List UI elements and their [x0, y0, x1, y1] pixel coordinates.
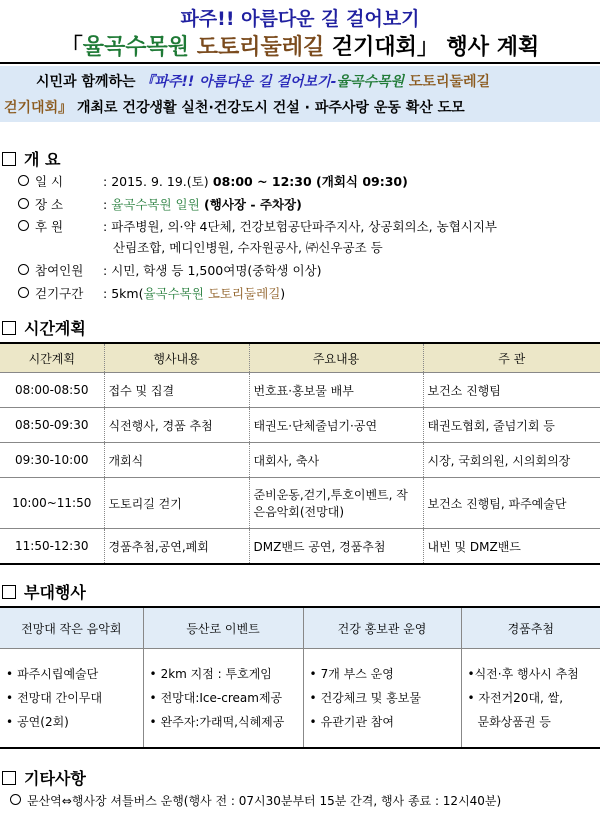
side-cell-concert [0, 649, 143, 749]
list-item: 문화상품권 등 [477, 715, 551, 729]
list-item: • 공연(2회) [6, 710, 137, 734]
side-cell-prize [461, 649, 600, 749]
schedule-cell: 보건소 진행팀, 파주예술단 [423, 478, 600, 529]
side-col-concert: 전망대 작은 음악회 [0, 607, 143, 649]
title-rest: 걷기대회」 행사 계획 [331, 35, 540, 60]
date-time: 08:00 ~ 12:30 (개회식 09:30) [208, 174, 408, 189]
doc-title-line2 [0, 30, 600, 61]
place-label: 장 소 [35, 197, 64, 212]
list-item: • 건강체크 및 홍보물 [310, 686, 455, 710]
date-day: 2015. 9. 19.(토) [111, 174, 209, 189]
overview-place [18, 195, 302, 213]
place-detail: (행사장 - 주차장) [199, 197, 302, 212]
table-row [0, 529, 600, 565]
schedule-cell: 시장, 국회의원, 시의회의장 [423, 443, 600, 478]
misc-note [10, 792, 501, 809]
title-open-bracket: 「 [60, 35, 83, 60]
side-cell-trail-event [143, 649, 303, 749]
overview-date [18, 172, 408, 190]
circle-bullet-icon [18, 220, 29, 231]
purpose-l2-b: 개최로 건강생활 실천·건강도시 건설 · 파주사랑 운동 확산 도모 [72, 100, 465, 116]
support-line2: 산림조합, 메디인병원, 수자원공사, ㈜신우공조 등 [113, 240, 383, 255]
purpose-line1 [36, 70, 490, 94]
side-events-header-row [0, 607, 600, 649]
course-trail: 도토리둘레길 [203, 286, 281, 301]
purpose-l1-a: 시민과 함께하는 [36, 74, 141, 90]
side-col-prize: 경품추첨 [461, 607, 600, 649]
side-col-health-booth: 건강 홍보관 운영 [303, 607, 461, 649]
purpose-l2-a: 걷기대회』 [4, 100, 73, 116]
schedule-cell: 태권도·단체줄넘기·공연 [249, 408, 423, 443]
list-item: •식전·후 행사시 추첨 [467, 667, 579, 681]
overview-participants [18, 261, 322, 279]
square-bullet-icon [2, 152, 16, 166]
people-label: 참여인원 [35, 263, 84, 278]
list-item: • 파주시립예술단 [6, 662, 137, 686]
side-cell-health-booth [303, 649, 461, 749]
misc-heading [2, 766, 86, 789]
side-events-table [0, 606, 600, 749]
people-value: 시민, 학생 등 1,500여명(중학생 이상) [111, 263, 322, 278]
purpose-l1-d: 도토리둘레길 [404, 74, 491, 90]
schedule-cell: 보건소 진행팀 [423, 373, 600, 408]
date-colon: : [103, 174, 108, 189]
schedule-cell: 08:50-09:30 [0, 408, 104, 443]
side-events-title: 부대행사 [24, 583, 86, 602]
support-line1: 파주병원, 의·약 4단체, 건강보험공단파주지사, 상공회의소, 농협시지부 [111, 219, 497, 234]
schedule-cell: 번호표·홍보물 배부 [249, 373, 423, 408]
title-arboretum: 율곡수목원 [82, 35, 190, 60]
schedule-cell: 개회식 [104, 443, 249, 478]
side-events-heading [2, 580, 86, 603]
place-main: 율곡수목원 일원 [111, 197, 200, 212]
schedule-cell: DMZ밴드 공연, 경품추첨 [249, 529, 423, 565]
schedule-cell: 10:00~11:50 [0, 478, 104, 529]
schedule-cell: 식전행사, 경품 추첨 [104, 408, 249, 443]
doc-title-line1: 파주!! 아름다운 길 걸어보기 [180, 8, 420, 30]
list-item: • 2km 지점 : 투호게임 [150, 662, 297, 686]
schedule-col-event: 행사내용 [104, 343, 249, 373]
schedule-col-organizer: 주 관 [423, 343, 600, 373]
side-events-row [0, 649, 600, 749]
list-item: • 전망대 간이무대 [6, 686, 137, 710]
list-item: • 자전거20대, 쌀, [467, 691, 564, 705]
purpose-l1-c: 율곡수목원 [336, 74, 405, 90]
square-bullet-icon [2, 771, 16, 785]
schedule-col-content: 주요내용 [249, 343, 423, 373]
support-label: 후 원 [35, 219, 64, 234]
list-item: • 유관기관 참여 [310, 710, 455, 734]
overview-course [18, 284, 285, 302]
circle-bullet-icon [18, 264, 29, 275]
schedule-header-row [0, 343, 600, 373]
list-item: • 완주자:가래떡,식혜제공 [150, 710, 297, 734]
list-item: • 전망대:Ice-cream제공 [150, 686, 297, 710]
course-distance: 5km( [111, 286, 144, 301]
schedule-cell: 접수 및 집결 [104, 373, 249, 408]
course-label: 걷기구간 [35, 286, 84, 301]
misc-title: 기타사항 [24, 769, 86, 788]
schedule-cell: 태권도협회, 줄넘기회 등 [423, 408, 600, 443]
course-arboretum: 율곡수목원 [143, 286, 204, 301]
schedule-title: 시간계획 [24, 319, 86, 338]
table-row [0, 443, 600, 478]
course-close: ) [280, 286, 286, 301]
title-divider [0, 62, 600, 64]
support-colon: : [103, 219, 108, 234]
schedule-cell: 11:50-12:30 [0, 529, 104, 565]
schedule-cell: 준비운동,걷기,투호이벤트, 작은음악회(전망대) [249, 478, 423, 529]
circle-bullet-icon [10, 794, 21, 805]
schedule-cell: 내빈 및 DMZ밴드 [423, 529, 600, 565]
table-row [0, 373, 600, 408]
schedule-col-time: 시간계획 [0, 343, 104, 373]
circle-bullet-icon [18, 287, 29, 298]
square-bullet-icon [2, 321, 16, 335]
title-trail: 도토리둘레길 [196, 35, 325, 60]
place-colon: : [103, 197, 108, 212]
side-col-trail-event: 등산로 이벤트 [143, 607, 303, 649]
schedule-table [0, 342, 600, 565]
shuttle-note: 문산역⇔행사장 셔틀버스 운행(행사 전 : 07시30분부터 15분 간격, 행사 종료 : 12시40분) [27, 794, 502, 808]
overview-title: 개 요 [24, 150, 61, 169]
circle-bullet-icon [18, 175, 29, 186]
date-label: 일 시 [35, 174, 64, 189]
course-colon: : [103, 286, 108, 301]
schedule-cell: 09:30-10:00 [0, 443, 104, 478]
purpose-l1-b: 『파주!! 아름다운 길 걸어보기- [140, 74, 337, 90]
schedule-cell: 도토리길 걷기 [104, 478, 249, 529]
overview-heading [2, 147, 60, 170]
list-item: • 7개 부스 운영 [310, 662, 455, 686]
schedule-cell: 08:00-08:50 [0, 373, 104, 408]
table-row [0, 408, 600, 443]
schedule-cell: 경품추첨,공연,폐회 [104, 529, 249, 565]
circle-bullet-icon [18, 198, 29, 209]
table-row [0, 478, 600, 529]
schedule-heading [2, 316, 86, 339]
overview-support [18, 217, 497, 235]
square-bullet-icon [2, 585, 16, 599]
people-colon: : [103, 263, 108, 278]
schedule-cell: 대회사, 축사 [249, 443, 423, 478]
purpose-line2 [4, 96, 465, 120]
